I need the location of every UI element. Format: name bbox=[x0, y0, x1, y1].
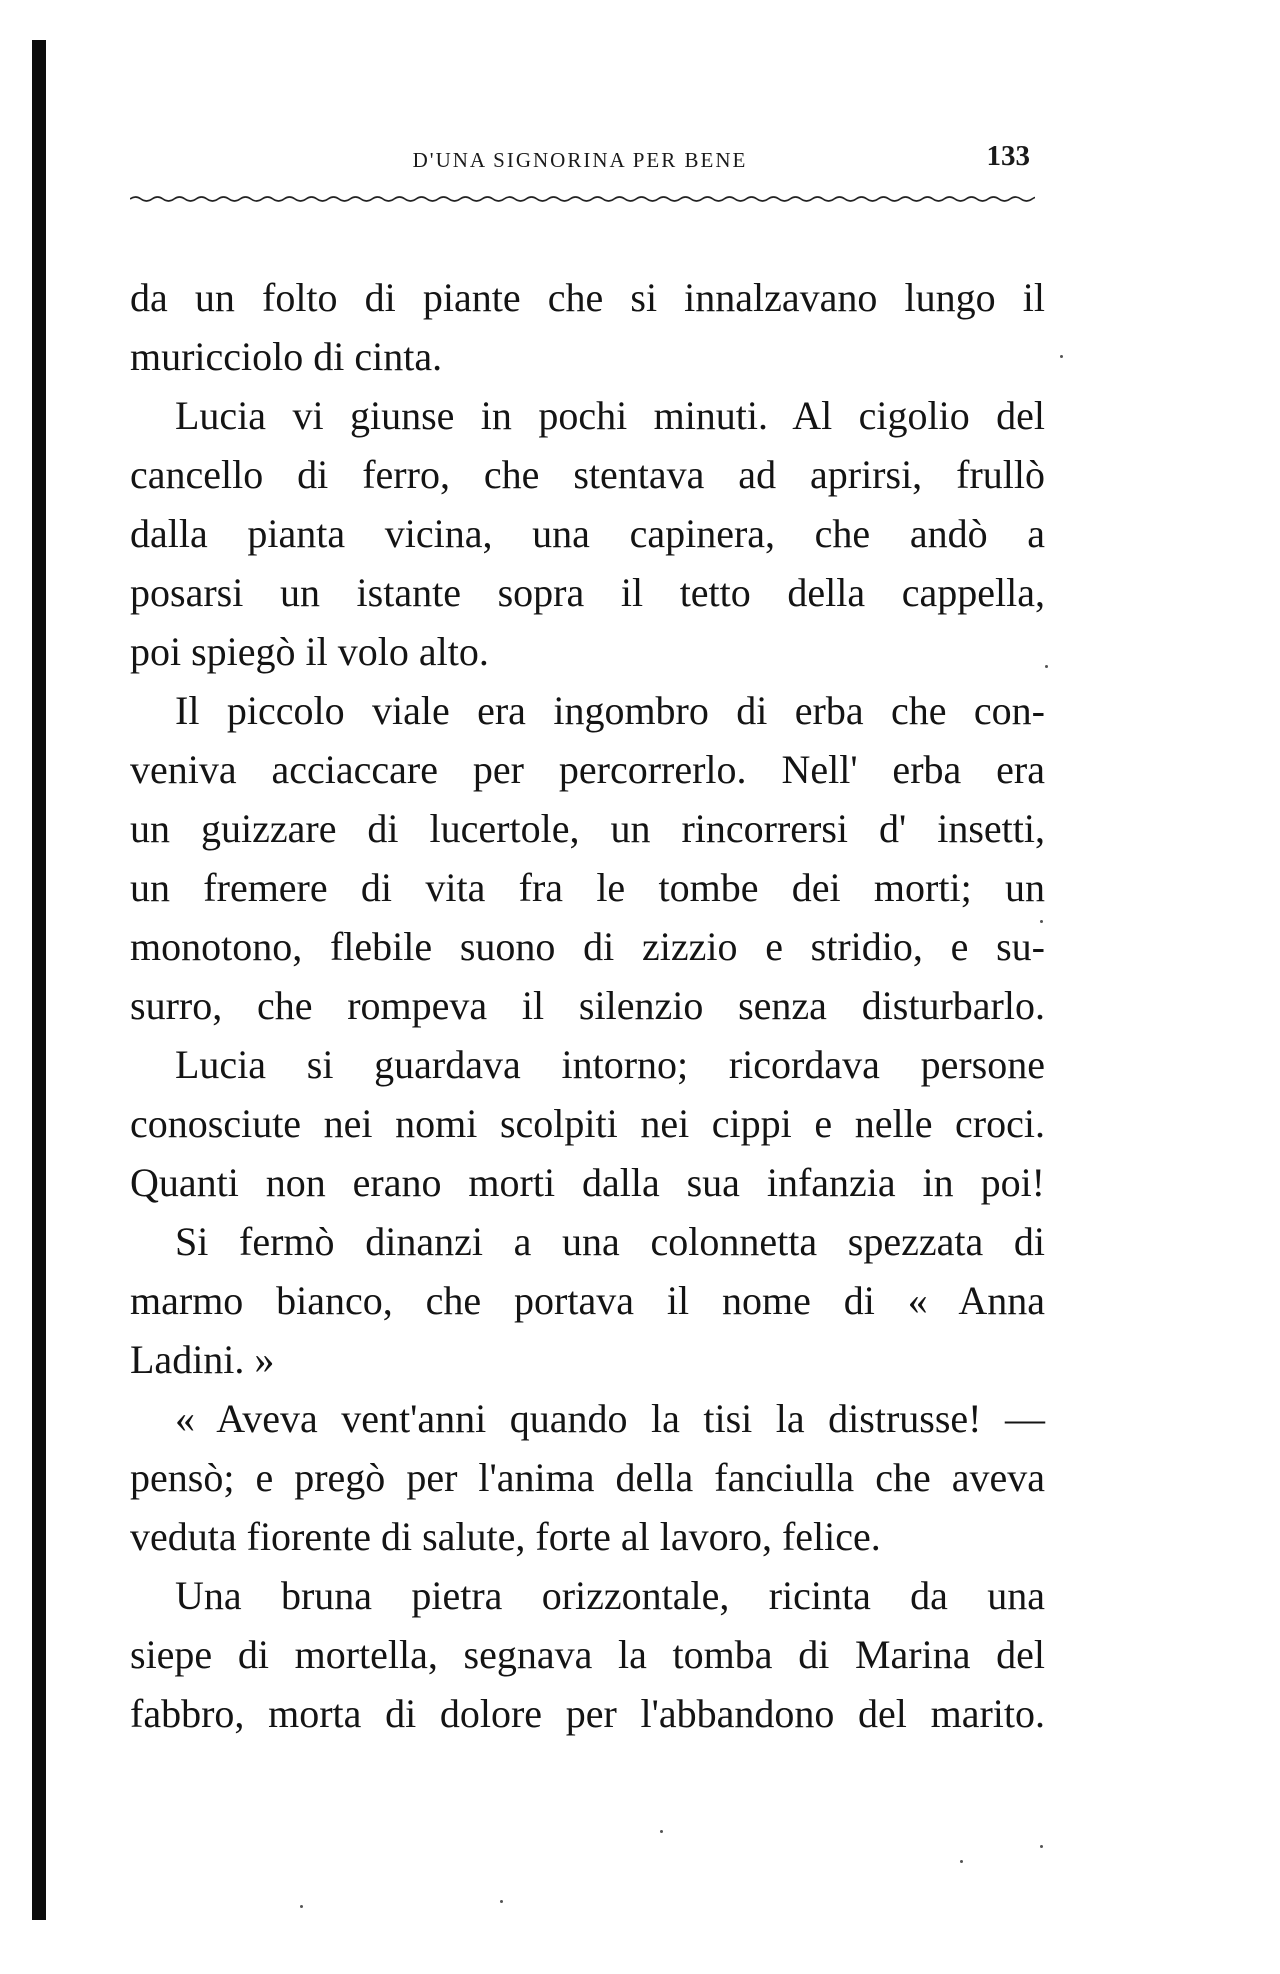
text-line: conosciute nei nomi scolpiti nei cippi e nelle croci. bbox=[130, 1101, 1045, 1146]
text-line: pensò; e pregò per l'anima della fanciulla che aveva bbox=[130, 1455, 1045, 1500]
scan-speck bbox=[960, 1860, 963, 1863]
text-line: siepe di mortella, segnava la tomba di Marina del bbox=[130, 1632, 1045, 1677]
text-line: cancello di ferro, che stentava ad aprirsi, frullò bbox=[130, 452, 1045, 497]
running-head bbox=[130, 140, 1030, 180]
text-line: dalla pianta vicina, una capinera, che andò a bbox=[130, 511, 1045, 556]
scan-speck bbox=[1040, 1845, 1043, 1848]
scan-speck bbox=[300, 1905, 303, 1908]
text-line: un fremere di vita fra le tombe dei morti; un bbox=[130, 865, 1045, 910]
text-line: Una bruna pietra orizzontale, ricinta da una bbox=[175, 1573, 1045, 1618]
decorative-wavy-rule bbox=[130, 192, 1035, 206]
scan-speck bbox=[1060, 355, 1063, 358]
text-line: Lucia si guardava intorno; ricordava persone bbox=[175, 1042, 1045, 1087]
text-line: surro, che rompeva il silenzio senza disturbarlo. bbox=[130, 983, 1045, 1028]
scan-speck bbox=[1045, 665, 1048, 668]
text-line: Quanti non erano morti dalla sua infanzia in poi! bbox=[130, 1160, 1045, 1205]
text-line: « Aveva vent'anni quando la tisi la distrusse! — bbox=[175, 1396, 1045, 1441]
running-title: D'UNA SIGNORINA PER BENE bbox=[412, 148, 748, 172]
scan-speck bbox=[500, 1900, 503, 1903]
scan-speck bbox=[1040, 920, 1043, 923]
text-line: veniva acciaccare per percorrerlo. Nell' erba era bbox=[130, 747, 1045, 792]
text-line: veduta fiorente di salute, forte al lavoro, felice. bbox=[130, 1514, 881, 1559]
text-line: monotono, flebile suono di zizzio e stridio, e su- bbox=[130, 924, 1045, 969]
text-line: Si fermò dinanzi a una colonnetta spezzata di bbox=[175, 1219, 1045, 1264]
text-line: da un folto di piante che si innalzavano lungo il bbox=[130, 275, 1045, 320]
text-line: muricciolo di cinta. bbox=[130, 334, 443, 379]
text-line: poi spiegò il volo alto. bbox=[130, 629, 489, 674]
text-line: fabbro, morta di dolore per l'abbandono del marito. bbox=[130, 1691, 1045, 1736]
text-line: Il piccolo viale era ingombro di erba che con- bbox=[175, 688, 1045, 733]
text-line: posarsi un istante sopra il tetto della cappella, bbox=[130, 570, 1045, 615]
page-number: 133 bbox=[986, 140, 1030, 172]
scan-speck bbox=[660, 1830, 663, 1833]
text-line: un guizzare di lucertole, un rincorrersi d' insetti, bbox=[130, 806, 1045, 851]
page-edge-shadow bbox=[32, 40, 46, 1920]
body-text bbox=[130, 268, 1045, 1743]
text-line: Lucia vi giunse in pochi minuti. Al cigolio del bbox=[175, 393, 1045, 438]
text-line: Ladini. » bbox=[130, 1337, 275, 1382]
text-line: marmo bianco, che portava il nome di « Anna bbox=[130, 1278, 1045, 1323]
